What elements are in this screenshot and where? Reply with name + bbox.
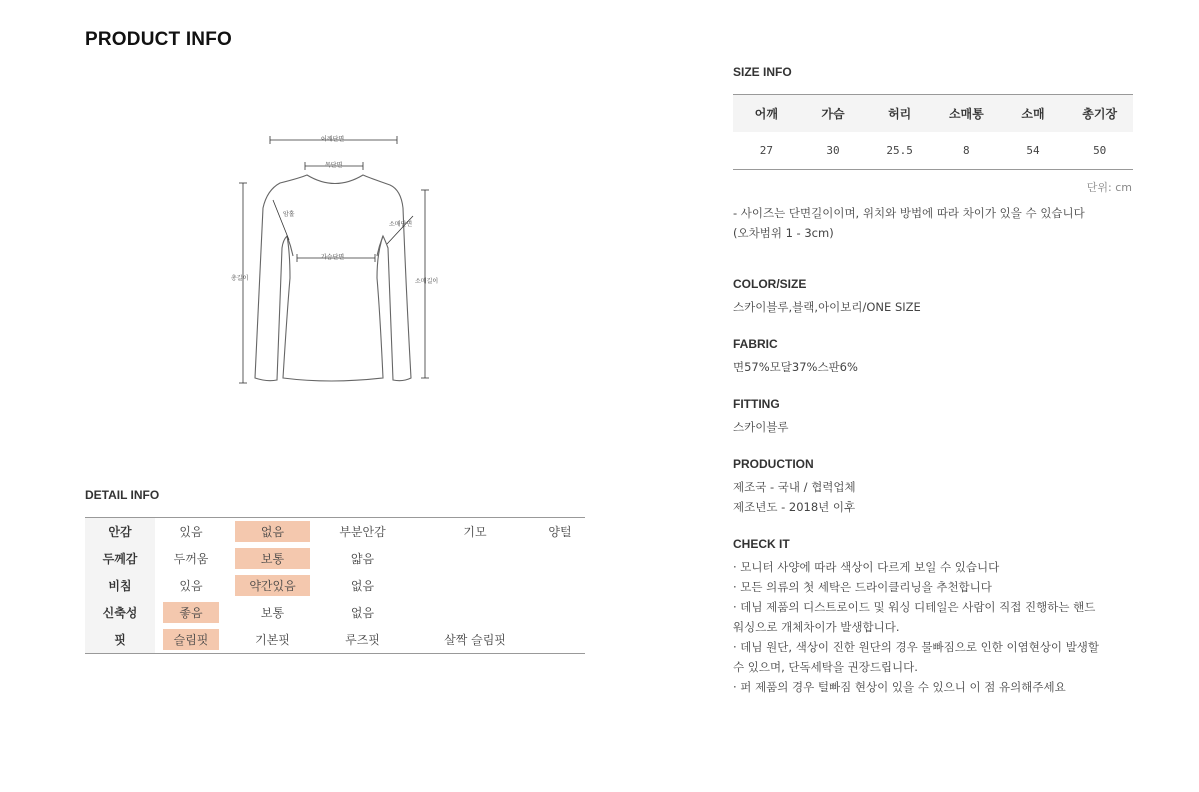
- label-armhole: 암홀: [283, 211, 295, 218]
- check-it-line: · 퍼 제품의 경우 털빠짐 현상이 있을 수 있으니 이 점 유의해주세요: [733, 680, 1066, 694]
- label-shoulder-width: 어깨단면: [321, 136, 345, 143]
- detail-option: 기모: [463, 525, 487, 539]
- size-info-title: SIZE INFO: [733, 65, 792, 79]
- check-it-list: [733, 557, 1153, 697]
- check-it-line: 수 있으며, 단독세탁을 권장드립니다.: [733, 660, 918, 674]
- production-year: 제조년도 - 2018년 이후: [733, 500, 856, 514]
- label-total-length: 총길이: [231, 275, 249, 282]
- detail-option: 양털: [548, 525, 572, 539]
- size-column-header: 총기장: [1082, 107, 1118, 121]
- size-notes: [733, 203, 1153, 243]
- detail-option: 없음: [350, 606, 375, 620]
- label-cuff-width: 소매단면: [389, 221, 413, 228]
- detail-option-selected: 슬림핏: [163, 629, 219, 650]
- detail-info-title: DETAIL INFO: [85, 488, 160, 502]
- detail-option: 보통: [260, 606, 285, 620]
- detail-option-selected: 약간있음: [235, 575, 310, 596]
- detail-row: [85, 599, 585, 626]
- label-neck-width: 목단면: [325, 162, 343, 169]
- size-table-header: [733, 95, 1133, 132]
- fitting-value: 스카이블루: [733, 420, 789, 434]
- detail-option: 없음: [350, 579, 375, 593]
- detail-row: [85, 572, 585, 599]
- label-chest-width: 가슴단면: [321, 254, 345, 261]
- size-unit: 단위: cm: [1086, 181, 1132, 194]
- detail-option-selected: 없음: [235, 521, 310, 542]
- fabric-title: FABRIC: [733, 337, 778, 351]
- size-value: 27: [759, 144, 773, 157]
- fitting-block: [733, 397, 1153, 437]
- size-value: 8: [963, 144, 970, 157]
- detail-row-heading: 핏: [85, 626, 155, 653]
- detail-option-selected: 좋음: [163, 602, 219, 623]
- detail-row: [85, 626, 585, 653]
- detail-row: [85, 518, 585, 545]
- detail-option: 부분안감: [339, 525, 386, 539]
- garment-measurement-diagram: [225, 128, 455, 393]
- fitting-title: FITTING: [733, 397, 780, 411]
- detail-option: 루즈핏: [345, 633, 380, 647]
- detail-option: 살짝 슬림핏: [444, 633, 506, 647]
- size-table-values: [733, 132, 1133, 169]
- size-column-header: 소매통: [948, 107, 984, 121]
- size-note: (오차범위 1 - 3cm): [733, 226, 834, 240]
- size-value: 25.5: [886, 144, 913, 157]
- detail-option-selected: 보통: [235, 548, 310, 569]
- detail-row: [85, 545, 585, 572]
- detail-row-heading: 안감: [85, 518, 155, 545]
- detail-row-heading: 두께감: [85, 545, 155, 572]
- label-sleeve-length: 소매길이: [415, 278, 439, 285]
- detail-option: 두꺼움: [173, 552, 209, 566]
- detail-option: 얇음: [350, 552, 375, 566]
- fabric-value: 면57%모달37%스판6%: [733, 360, 858, 374]
- garment-outline: [255, 175, 411, 381]
- size-column-header: 어깨: [754, 107, 778, 121]
- check-it-line: · 모든 의류의 첫 세탁은 드라이클리닝을 추천합니다: [733, 580, 992, 594]
- tshirt-diagram-svg: [225, 128, 455, 393]
- production-country: 제조국 - 국내 / 협력업체: [733, 480, 856, 494]
- fabric-block: [733, 337, 1153, 377]
- color-size-value: 스카이블루,블랙,아이보리/ONE SIZE: [733, 300, 921, 314]
- detail-info-table: [85, 517, 585, 654]
- detail-row-heading: 신축성: [85, 599, 155, 626]
- detail-row-heading: 비침: [85, 572, 155, 599]
- check-it-line: 워싱으로 개체차이가 발생합니다.: [733, 620, 900, 634]
- check-it-block: [733, 537, 1153, 697]
- check-it-line: · 모니터 사양에 따라 색상이 다르게 보일 수 있습니다: [733, 560, 1000, 574]
- color-size-title: COLOR/SIZE: [733, 277, 807, 291]
- size-value: 50: [1093, 144, 1107, 157]
- detail-option: 기본핏: [255, 633, 290, 647]
- size-note: - 사이즈는 단면길이이며, 위치와 방법에 따라 차이가 있을 수 있습니다: [733, 206, 1085, 220]
- size-value: 30: [826, 144, 840, 157]
- production-block: [733, 457, 1153, 517]
- check-it-line: · 데님 제품의 디스트로이드 및 워싱 디테일은 사람이 직접 진행하는 핸드: [733, 600, 1096, 614]
- size-column-header: 소매: [1021, 107, 1045, 121]
- size-column-header: 허리: [888, 107, 912, 121]
- size-info-table: [733, 94, 1133, 170]
- page-title: PRODUCT INFO: [85, 29, 233, 50]
- size-column-header: 가슴: [821, 107, 845, 121]
- detail-option: 있음: [179, 525, 203, 539]
- check-it-line: · 데님 원단, 색상이 진한 원단의 경우 물빠짐으로 인한 이염현상이 발생할: [733, 640, 1100, 654]
- color-size-block: [733, 277, 1153, 317]
- production-title: PRODUCTION: [733, 457, 814, 471]
- size-value: 54: [1026, 144, 1040, 157]
- check-it-title: CHECK IT: [733, 537, 790, 551]
- detail-option: 있음: [179, 579, 203, 593]
